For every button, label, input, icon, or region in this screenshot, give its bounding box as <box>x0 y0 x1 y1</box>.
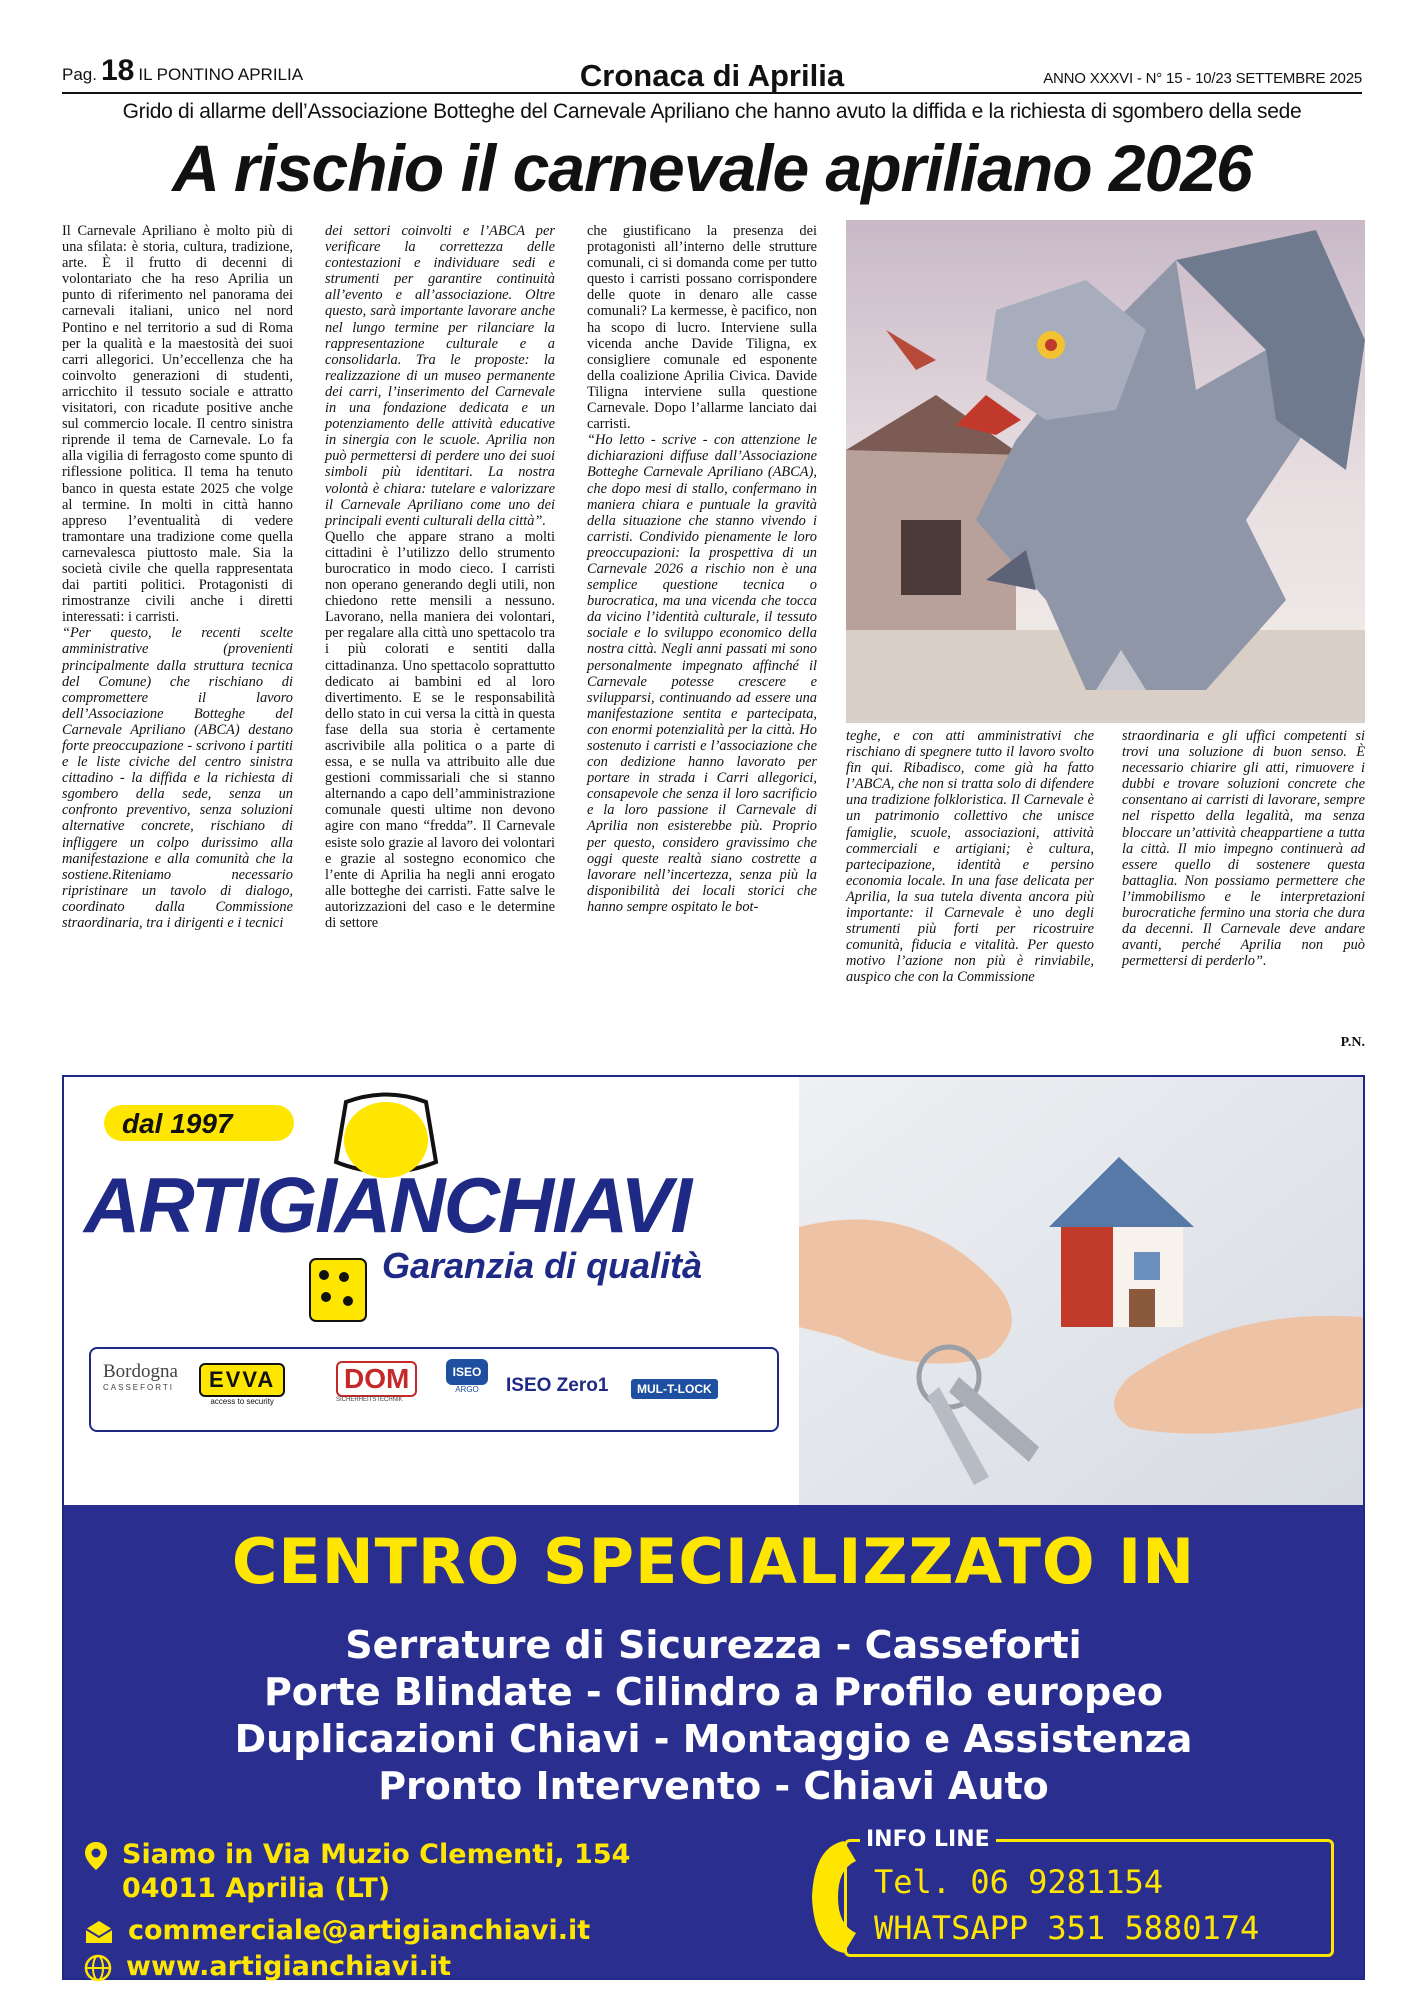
whatsapp-number[interactable]: WHATSAPP 351 5880174 <box>874 1909 1260 1947</box>
ad-services-panel <box>64 1505 1363 1982</box>
article-headline: A rischio il carnevale apriliano 2026 <box>172 131 1252 205</box>
since-badge <box>104 1097 334 1147</box>
article-column-3 <box>587 223 817 915</box>
service-line: Duplicazioni Chiavi - Montaggio e Assistenza <box>234 1717 1193 1761</box>
logo-bordogna-sub: CASSEFORTI <box>103 1383 174 1392</box>
article-quote: dei settori coinvolti e l’ABCA per verificare la correttezza delle contestazioni e individuare sedi e strumenti per garantire continuità all’evento e all’associazione. Oltre questo, sarà importante lavorare anche nel lungo termine per rilanciare la rappresentazione culturale e a consolidarla. Tra le proposte: la realizzazione di un museo permanente dei carri, l’inserimento del Carnevale in una fondazione dedicata e un potenziamento delle attività educative in sinergia con le scuole. Aprilia non può permettersi di perdere uno dei suoi simboli più identitari. La nostra volontà è chiara: tutelare e valorizzare il Carnevale Apriliano come uno dei principali eventi culturali della città”. <box>325 223 555 529</box>
page-number: 18 <box>100 54 135 87</box>
service-line: Pronto Intervento - Chiavi Auto <box>378 1764 1049 1808</box>
logo-evva <box>199 1363 285 1406</box>
logo-bordogna-text: Bordogna <box>103 1361 178 1382</box>
section-title: Cronaca di Aprilia <box>579 58 845 93</box>
article-column-4 <box>846 728 1094 1043</box>
lock-cylinder-icon <box>304 1255 372 1325</box>
info-line-label: INFO LINE <box>860 1827 996 1852</box>
logo-mul-t-lock-text: MUL-T-LOCK <box>631 1379 718 1399</box>
services-headline: CENTRO SPECIALIZZATO IN <box>231 1525 1196 1598</box>
artigianchiavi-ad <box>62 1075 1365 1980</box>
address-row-2: 04011 Aprilia (LT) <box>122 1873 391 1904</box>
logo-iseo-text: ISEO <box>446 1359 488 1385</box>
logo-evva-sub: access to security <box>210 1397 274 1406</box>
location-pin-icon <box>84 1841 108 1871</box>
logo-dom <box>336 1361 417 1403</box>
logo-iseo-zero1: ISEO Zero1 <box>506 1375 609 1396</box>
article-paragraph: Il Carnevale Apriliano è molto più di una sfilata: è storia, cultura, tradizione, arte. È il frutto di decenni di volontariato che ha reso Aprilia un punto di riferimento nel panorama dei carnevali italiani, unico nel nord Pontino e nel territorio a sud di Roma per la qualità e la maestosità dei suoi carri allegorici. Un’eccellenza che ha coinvolto generazioni di studenti, arricchito il tessuto sociale e attratto visitatori, con ricadute positive anche sul commercio locale. Il centro sinistra riprende il tema de Carnevale. Lo fa alla vigilia di ferragosto come spunto di riflessione politica. Il tema ha tenuto banco in questa estate 2025 che volge al termine. In molti in città hanno appreso l’eventualità di vedere tramontare una tradizione come quella carnevalesca piuttosto male. Sia la società civile che quella rappresentata dai partiti politici. Protagonisti di rimostranze civili anche i diretti interessati: i carristi. <box>62 223 293 626</box>
article-quote: “Per questo, le recenti scelte amministrative (provenienti principalmente dalla struttura tecnica del Comune) che rischiano di compromettere il lavoro dell’Associazione Botteghe del Carnevale Apriliano (ABCA) destano forte preoccupazione - scrivono i partiti e le liste civiche del centro sinistra cittadino - la diffida e la richiesta di sgombero della sede, senza un confronto preventivo, senza soluzioni alternative concrete, rischiano di infliggere un colpo durissimo alla manifestazione e alla comunità che la sostiene.Riteniamo necessario ripristinare un tavolo di dialogo, coordinato dalla Commissione straordinaria, tra i dirigenti e i tecnici <box>62 625 293 932</box>
address-row <box>84 1839 630 1871</box>
website-row <box>84 1951 451 1982</box>
globe-icon <box>84 1954 112 1982</box>
page-prefix: Pag. <box>62 65 97 84</box>
address-line-1: Siamo in Via Muzio Clementi, 154 <box>122 1839 631 1870</box>
carnival-dragon-photo <box>846 220 1365 723</box>
ad-top-panel <box>64 1077 1363 1505</box>
article-paragraph: Quello che appare strano a molti cittadini è l’utilizzo dello strumento burocratico in modo cieco. I carristi non operano generando degli utili, non chiedono rette mensili a nessuno. Lavorano, nella maniera dei volontari, per regalare alla città uno spettacolo tra i più colorati e sentiti dalla cittadinanza. Uno spettacolo soprattutto dedicato ai bambini ed al loro divertimento. E se le responsabilità dello stato in cui versa la città in questa fase della sua storia è certamente ascrivibile alla politica o a parte di essa, e se nulla va attribuito alle due gestioni commissariali che si stanno alternando a capo dell’amministrazione comunale questi ultime non devono agire con mano “fredda”. Il Carnevale esiste solo grazie al lavoro dei volontari e grazie al sostegno economico che l’ente di Aprilia ha negli anni erogato alle botteghe dei carristi. Fatte salve le autorizzazioni del caso e le determine di settore <box>325 528 555 932</box>
logo-argo-text: ARGO <box>455 1385 479 1394</box>
article-column-1 <box>62 223 293 1043</box>
logo-mul-t-lock <box>631 1379 718 1399</box>
email-link[interactable]: commerciale@artigianchiavi.it <box>128 1915 591 1946</box>
logo-dom-text: DOM <box>336 1361 417 1397</box>
logo-iseo-argo <box>446 1359 488 1394</box>
logo-bordogna <box>103 1361 178 1392</box>
article-quote: straordinaria e gli uffici competenti si trovi una soluzione di buon senso. È necessario chiarire gli atti, rimuovere i dubbi e trovare soluzioni concrete che consentano ai carristi di lavorare, sempre nel rispetto della legalità, ma senza bloccare un’attività cheappartiene a tutta la città. Il mio impegno continuerà ad essere quello di sostenere questa battaglia. Non possiamo permettere che l’immobilismo e le interpretazioni burocratiche fermino una storia che dura da decenni. Il Carnevale deve andare avanti, perché Aprilia non può permettersi di perderlo”. <box>1122 728 1365 970</box>
contact-block <box>64 1827 1363 1982</box>
email-row <box>84 1915 590 1946</box>
issue-info: ANNO XXXVI - N° 15 - 10/23 SETTEMBRE 2025 <box>1043 70 1362 87</box>
info-line <box>804 1827 1334 1957</box>
since-text: dal 1997 <box>122 1108 233 1139</box>
paper-name: IL PONTINO APRILIA <box>138 65 304 84</box>
article-column-2 <box>325 223 555 1043</box>
phone-number[interactable]: Tel. 06 9281154 <box>874 1863 1163 1901</box>
article-column-5 <box>1122 728 1365 1043</box>
article-kicker: Grido di allarme dell’Associazione Botteghe del Carnevale Apriliano che hanno avuto la diffida e la richiesta di sgombero della sede <box>122 100 1302 123</box>
brand-name: ARTIGIANCHIAVI <box>84 1161 691 1249</box>
page-header <box>62 54 1362 94</box>
hands-house-keys-photo <box>799 1077 1363 1505</box>
service-line: Porte Blindate - Cilindro a Profilo europeo <box>263 1670 1164 1714</box>
website-link[interactable]: www.artigianchiavi.it <box>126 1951 452 1982</box>
article-quote: teghe, e con atti amministrativi che rischiano di spegnere tutto il lavoro svolto fin qui. Ribadisco, come già ha fatto l’ABCA, che non si tratta solo di difendere una tradizione folkloristica. Il Carnevale è un patrimonio collettivo che unisce famiglie, scuole, associazioni, attività commerciali e artigiani; è cultura, partecipazione, identità e persino economia locale. In una fase delicata per Aprilia, la sua tutela diventa ancora più importante: il Carnevale è uno degli strumenti più forti per ricostruire comunità, fiducia e vitalità. Per questo motivo l’azione non più è rinviabile, auspico che con la Commissione <box>846 728 1094 986</box>
logo-dom-sub: SICHERHEITSTECHNIK <box>336 1397 403 1403</box>
article-signature: P.N. <box>1340 1035 1365 1050</box>
partner-logos <box>89 1347 779 1432</box>
brand-tagline: Garanzia di qualità <box>382 1245 703 1286</box>
logo-evva-text: EVVA <box>199 1363 285 1397</box>
article-quote: “Ho letto - scrive - con attenzione le dichiarazioni diffuse dall’Associazione Botteghe Carnevale Apriliano (ABCA), che dopo mesi di stallo, confermano in maniera chiara e puntuale la gravità della situazione che stanno vivendo i carristi. Condivido pienamente le loro preoccupazioni: la prospettiva di un Carnevale 2026 a rischio non è una semplice questione tecnica o burocratica, ma una vicenda che tocca da vicino l’identità culturale, il tessuto sociale e lo sviluppo economico della nostra città. Negli anni passati mi sono personalmente impegnato affinché il Carnevale potesse crescere e svilupparsi, continuando ad essere una manifestazione sentita e partecipata, con enormi potenzialità per la città. Ho sostenuto i carristi e l’associazione che con dedizione hanno lavorato per portare in strada i Carri allegorici, consapevole che senza il loro sacrificio e la loro passione il Carnevale di Aprilia non esisterebbe più. Proprio per questo, considero gravissimo che oggi queste realtà siano costrette a lavorare nell’incertezza, senza più la disponibilità dei locali storici che hanno sempre ospitato le bot- <box>587 432 817 915</box>
service-line: Serrature di Sicurezza - Casseforti <box>345 1623 1082 1667</box>
article-paragraph: che giustificano la presenza dei protagonisti all’interno delle strutture comunali, ci si domanda come per tutto questo i carristi possano corrispondere delle quote in denaro alle casse comunali? La kermesse, è pacifico, non ha scopo di lucro. Interviene sulla vicenda anche Davide Tiligna, ex consigliere comunale ed esponente della coalizione Aprilia Civica. Davide Tiligna interviene sulla questione Carnevale. Dopo l’allarme lanciato dai carristi. <box>587 223 817 433</box>
mail-icon <box>84 1919 114 1945</box>
